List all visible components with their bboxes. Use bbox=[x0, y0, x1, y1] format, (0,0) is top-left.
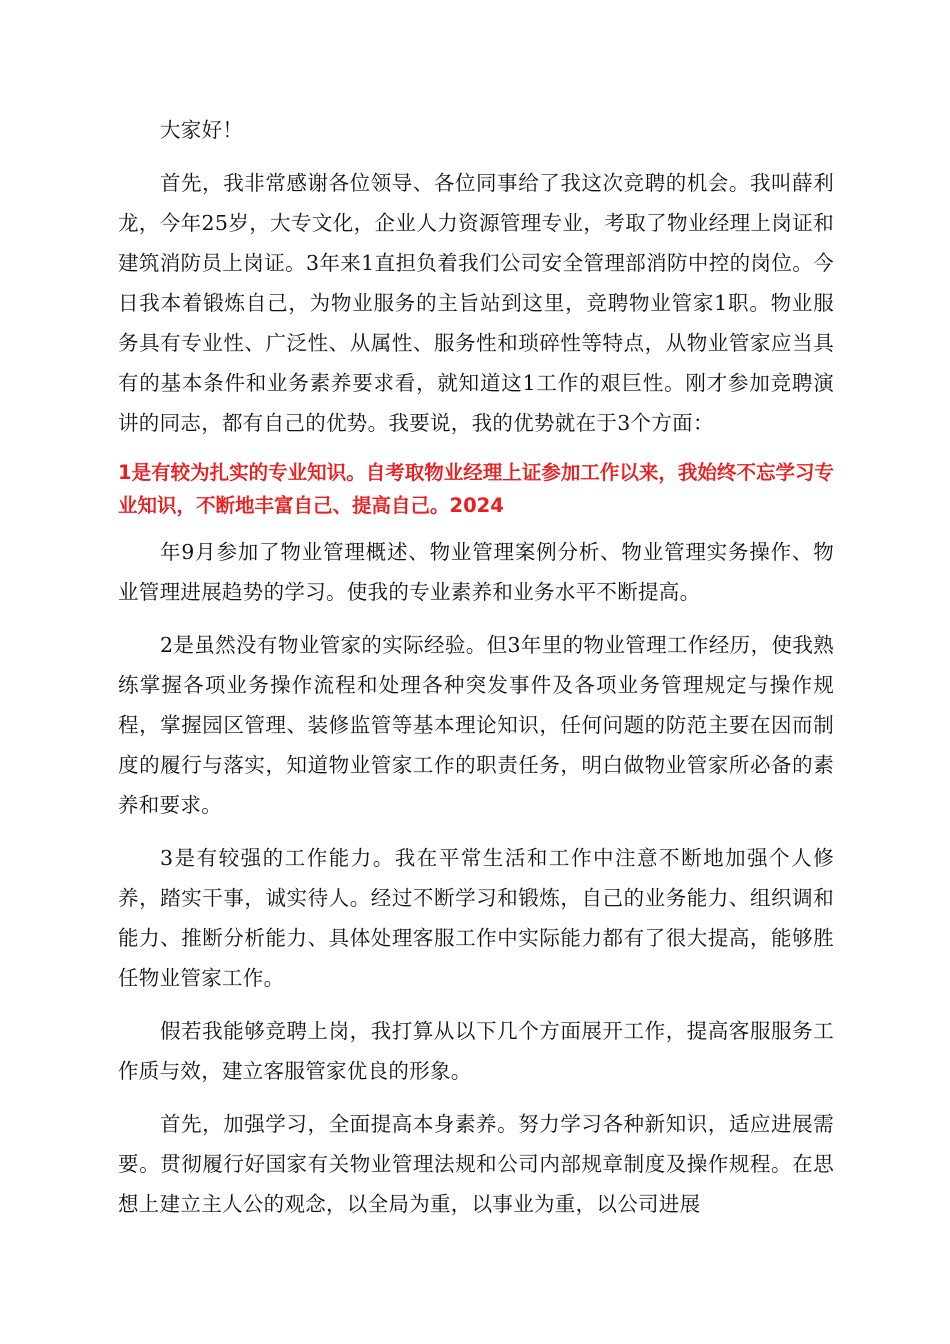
point-3-paragraph: 3是有较强的工作能力。我在平常生活和工作中注意不断地加强个人修养，踏实干事，诚实待人。经过不断学习和锻炼，自己的业务能力、组织调和能力、推断分析能力、具体处理客服工作中实际能力都有了很大提高，能够胜任物业管家工作。 bbox=[118, 846, 834, 990]
plan-first-paragraph: 首先，加强学习，全面提高本身素养。努力学习各种新知识，适应进展需要。贯彻履行好国家有关物业管理法规和公司内部规章制度及操作规程。在思想上建立主人公的观念，以全局为重，以事业为重，以公司进展 bbox=[118, 1112, 834, 1216]
plan-intro-paragraph: 假若我能够竞聘上岗，我打算从以下几个方面展开工作，提高客服服务工作质与效，建立客服管家优良的形象。 bbox=[118, 1019, 834, 1083]
document-page bbox=[118, 110, 834, 1237]
greeting-paragraph: 大家好！ bbox=[160, 118, 244, 142]
point-2-paragraph: 2是虽然没有物业管家的实际经验。但3年里的物业管理工作经历，使我熟练掌握各项业务操作流程和处理各种突发事件及各项业务管理规定与操作规程，掌握园区管理、装修监管等基本理论知识，任何问题的防范主要在因而制度的履行与落实，知道物业管家工作的职责任务，明白做物业管家所必备的素养和要求。 bbox=[118, 633, 834, 817]
red-heading-point-1: 1是有较为扎实的专业知识。自考取物业经理上证参加工作以来，我始终不忘学习专业知识，不断地丰富自己、提高自己。2024 bbox=[118, 461, 834, 517]
intro-paragraph: 首先，我非常感谢各位领导、各位同事给了我这次竞聘的机会。我叫薛利龙，今年25岁，大专文化，企业人力资源管理专业，考取了物业经理上岗证和建筑消防员上岗证。3年来1直担负着我们公司安全管理部消防中控的岗位。今日我本着锻炼自己，为物业服务的主旨站到这里，竞聘物业管家1职。物业服务具有专业性、广泛性、从属性、服务性和琐碎性等特点，从物业管家应当具有的基本条件和业务素养要求看，就知道这1工作的艰巨性。刚才参加竞聘演讲的同志，都有自己的优势。我要说，我的优势就在于3个方面： bbox=[118, 171, 834, 435]
point-1-continuation-paragraph: 年9月参加了物业管理概述、物业管理案例分析、物业管理实务操作、物业管理进展趋势的学习。使我的专业素养和业务水平不断提高。 bbox=[118, 540, 834, 604]
